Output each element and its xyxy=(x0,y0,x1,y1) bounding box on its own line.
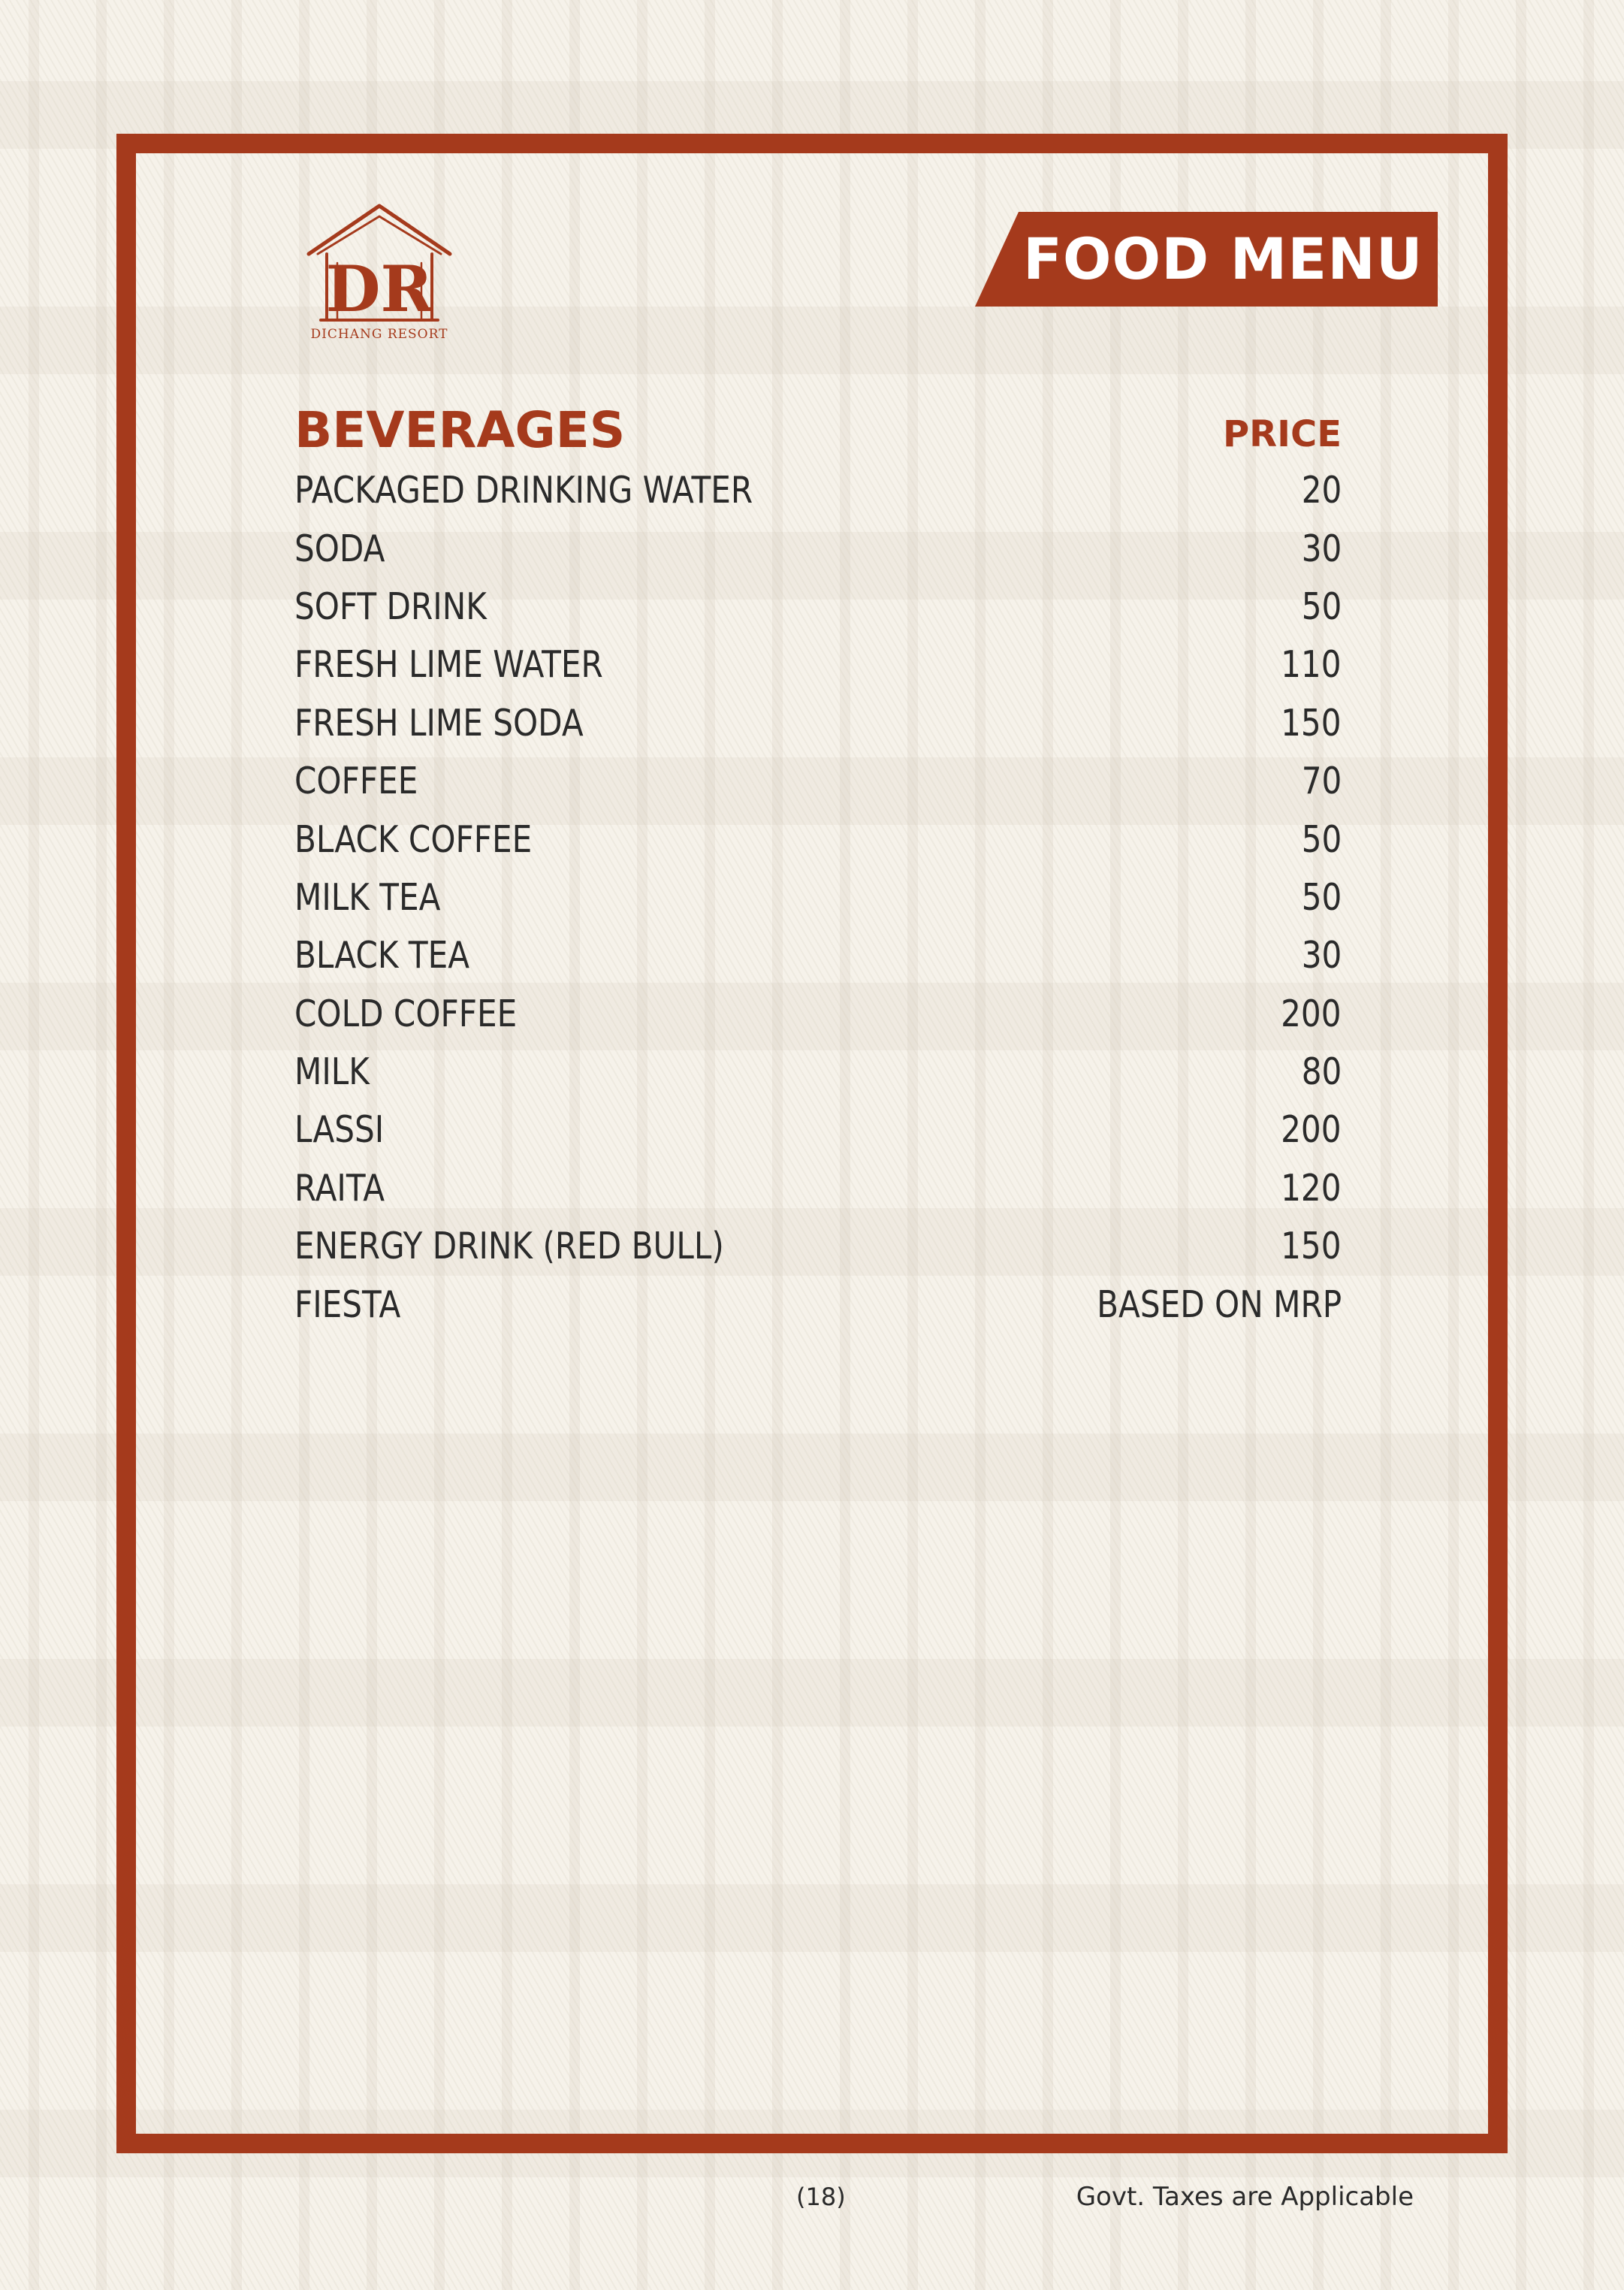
menu-item xyxy=(294,985,1342,1043)
item-price: 50 xyxy=(1301,875,1342,919)
item-name: COLD COFFEE xyxy=(294,992,518,1035)
menu-item xyxy=(294,752,1342,810)
house-monogram-logo-icon xyxy=(304,200,454,344)
item-price: 20 xyxy=(1301,469,1342,512)
item-price: 50 xyxy=(1301,585,1342,628)
item-name: BLACK COFFEE xyxy=(294,817,533,861)
item-name: LASSI xyxy=(294,1108,385,1152)
item-name: BLACK TEA xyxy=(294,934,470,977)
menu-item xyxy=(294,578,1342,636)
page-number: (18) xyxy=(796,2183,846,2211)
item-name: SOFT DRINK xyxy=(294,585,487,628)
item-name: RAITA xyxy=(294,1166,385,1210)
item-price: 80 xyxy=(1301,1050,1342,1094)
price-column-heading: PRICE xyxy=(1222,413,1342,455)
item-price: 30 xyxy=(1301,527,1342,570)
logo-text: DICHANG RESORT xyxy=(310,327,448,342)
menu-item-list xyxy=(294,461,1342,1334)
item-name: MILK TEA xyxy=(294,875,441,919)
item-price: 200 xyxy=(1281,1108,1342,1152)
item-price: 110 xyxy=(1281,643,1342,687)
resort-logo xyxy=(304,200,454,344)
menu-item xyxy=(294,1043,1342,1101)
item-name: MILK xyxy=(294,1050,370,1094)
menu-item xyxy=(294,1217,1342,1275)
item-price: 30 xyxy=(1301,934,1342,977)
section-title: BEVERAGES xyxy=(294,401,626,459)
tax-note: Govt. Taxes are Applicable xyxy=(1076,2182,1414,2212)
item-name: SODA xyxy=(294,527,385,570)
menu-item xyxy=(294,519,1342,577)
item-price: BASED ON MRP xyxy=(1096,1282,1342,1326)
item-price: 120 xyxy=(1281,1166,1342,1210)
item-name: ENERGY DRINK (RED BULL) xyxy=(294,1225,724,1268)
item-price: 70 xyxy=(1301,760,1342,803)
food-menu-banner xyxy=(975,212,1438,307)
item-name: FIESTA xyxy=(294,1282,401,1326)
menu-item xyxy=(294,461,1342,519)
logo-monogram: DR xyxy=(325,252,433,326)
menu-item xyxy=(294,1101,1342,1159)
item-price: 150 xyxy=(1281,701,1342,745)
item-name: FRESH LIME SODA xyxy=(294,701,584,745)
item-name: FRESH LIME WATER xyxy=(294,643,603,687)
menu-item xyxy=(294,1275,1342,1333)
menu-item xyxy=(294,869,1342,926)
banner-title: FOOD MENU xyxy=(1023,225,1423,292)
section-header xyxy=(294,392,1342,461)
menu-item xyxy=(294,1159,1342,1217)
menu-item xyxy=(294,636,1342,693)
menu-item xyxy=(294,694,1342,752)
item-name: COFFEE xyxy=(294,760,418,803)
menu-item xyxy=(294,926,1342,984)
menu-item xyxy=(294,810,1342,868)
item-price: 200 xyxy=(1281,992,1342,1035)
item-price: 50 xyxy=(1301,817,1342,861)
item-price: 150 xyxy=(1281,1225,1342,1268)
item-name: PACKAGED DRINKING WATER xyxy=(294,469,753,512)
